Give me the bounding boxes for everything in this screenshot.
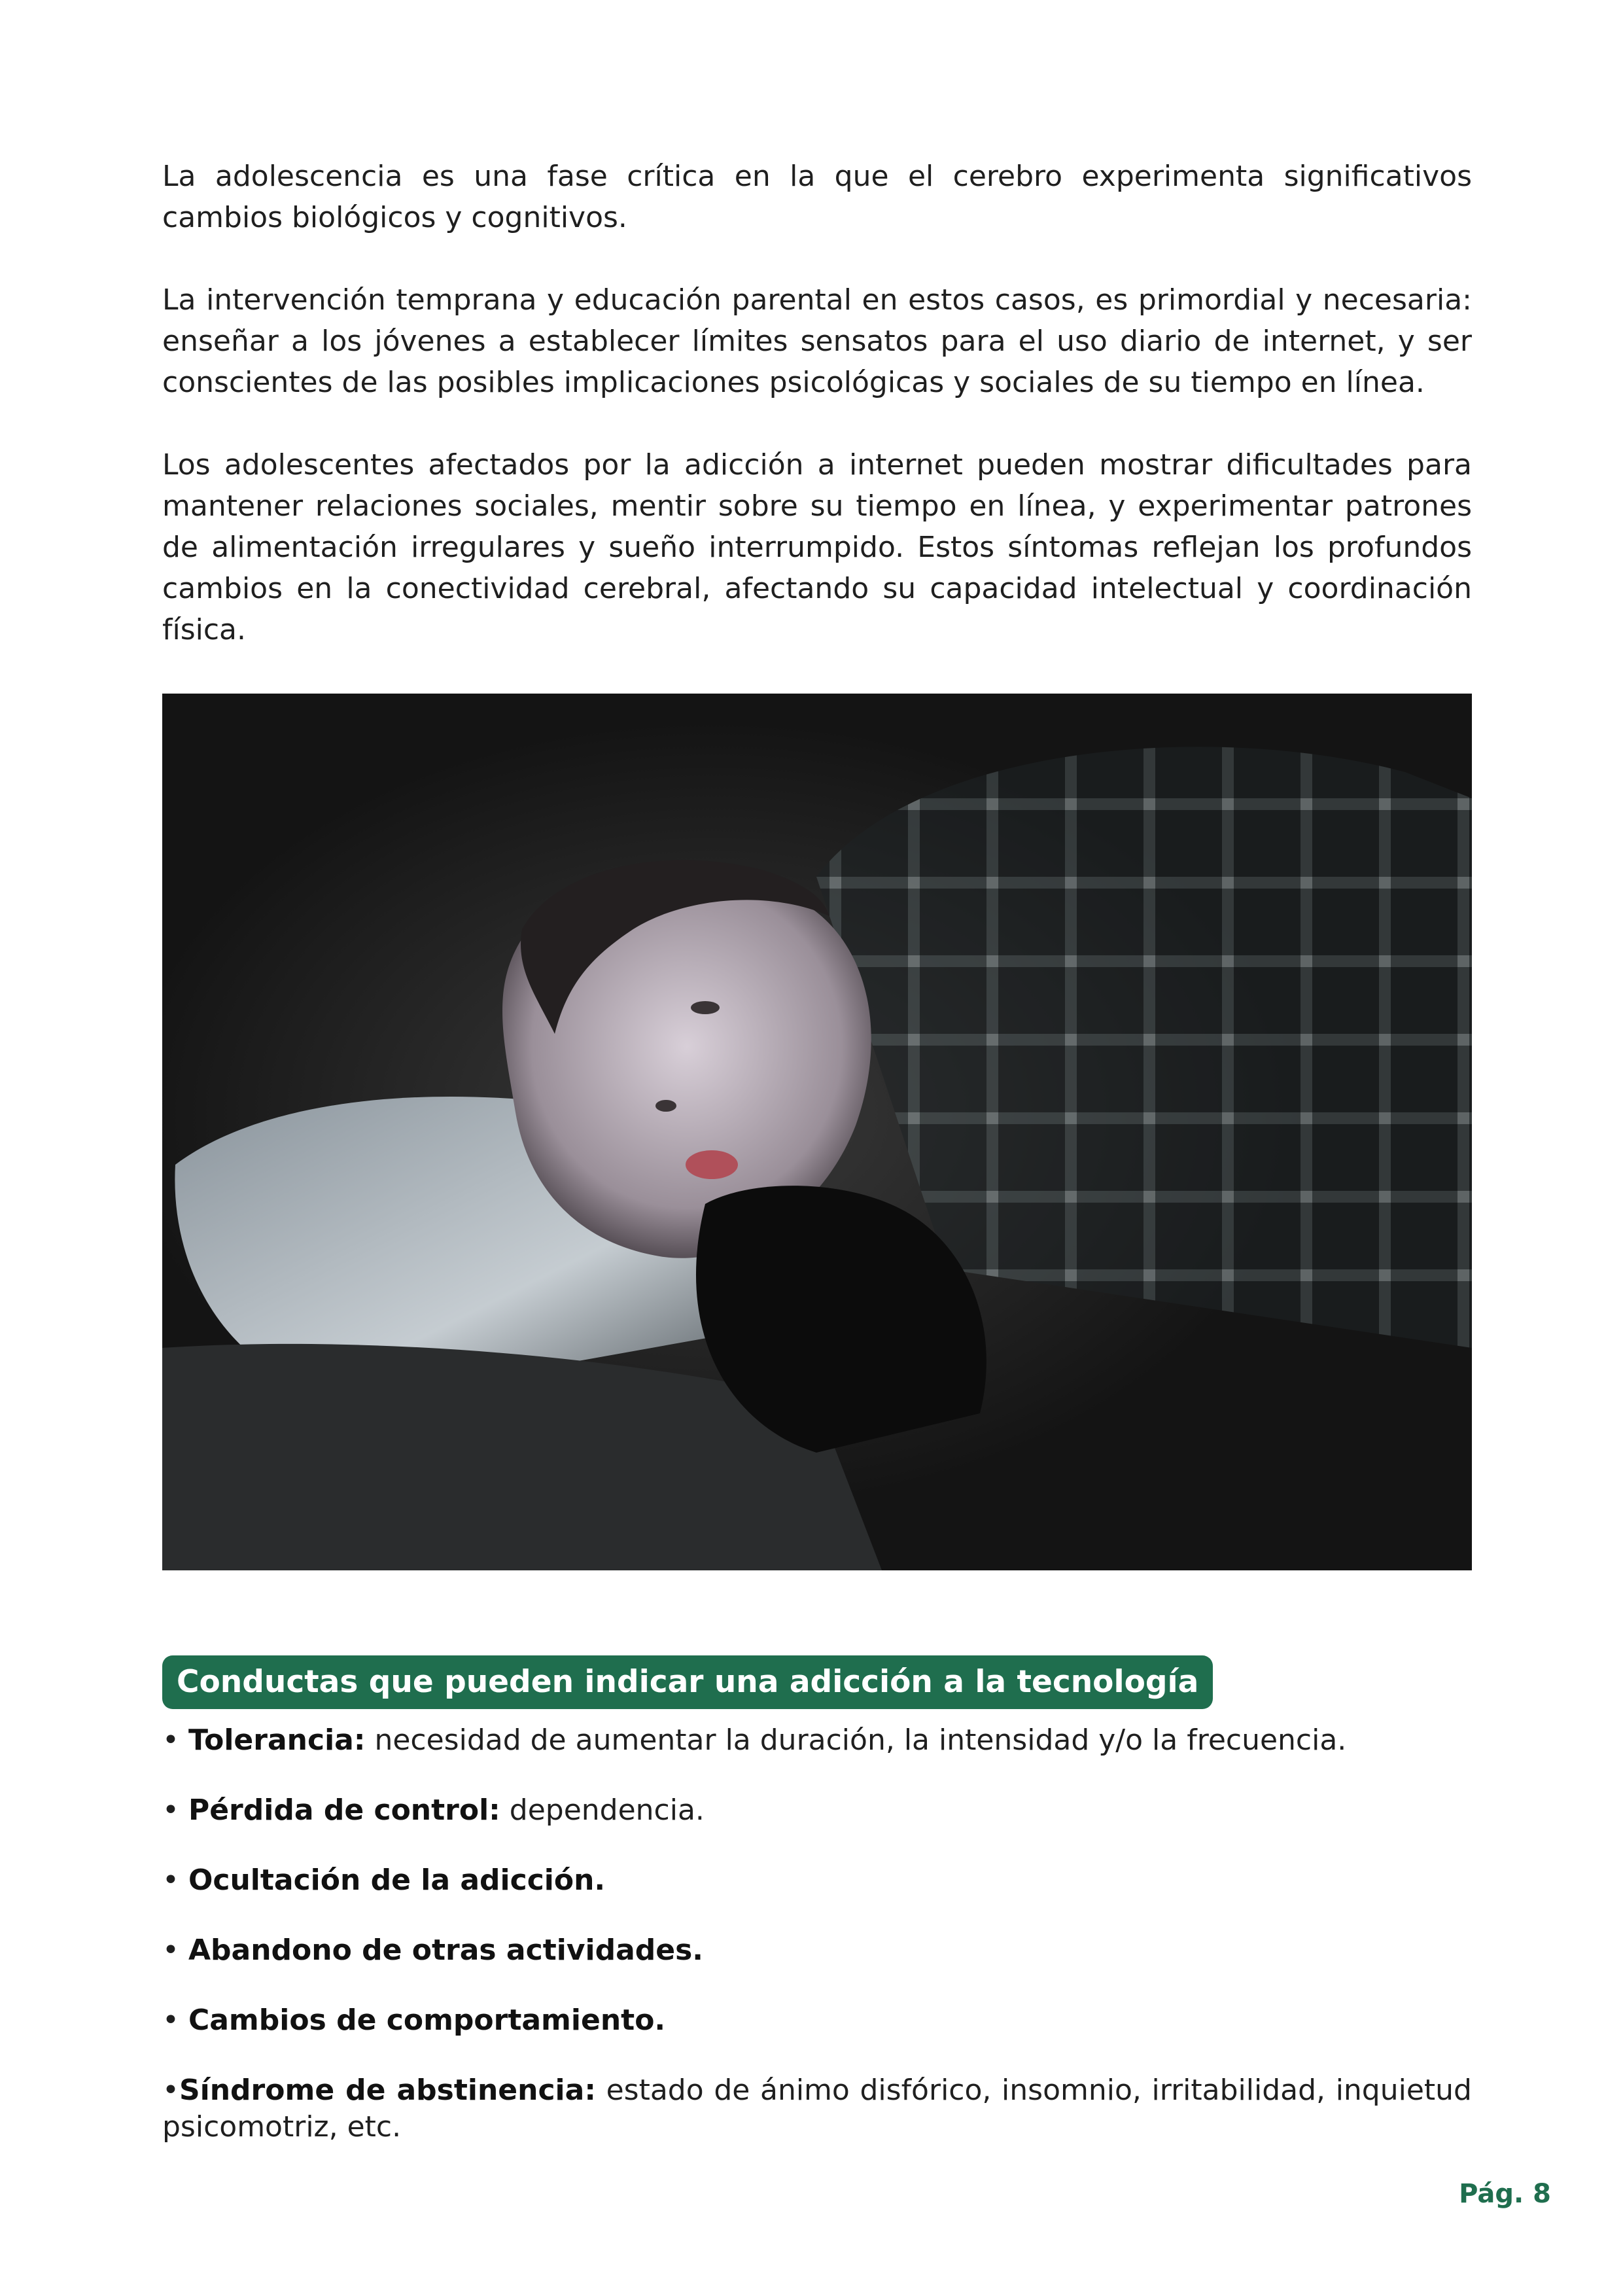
lips	[686, 1150, 738, 1179]
list-item-term: Pérdida de control:	[188, 1793, 500, 1827]
list-item-text: dependencia.	[509, 1793, 705, 1827]
list-item-term: Cambios de comportamiento.	[188, 2004, 666, 2037]
list-item-term: Tolerancia:	[188, 1723, 366, 1757]
photo-illustration	[162, 694, 1472, 1570]
list-item-term: Síndrome de abstinencia:	[179, 2074, 596, 2107]
list-bullet: •	[162, 1863, 179, 1897]
eye-left	[655, 1100, 676, 1112]
list-bullet: •	[162, 1934, 179, 1967]
list-item-text: necesidad de aumentar la duración, la intensidad y/o la frecuencia.	[374, 1723, 1347, 1757]
section-heading: Conductas que pueden indicar una adicción a la tecnología	[162, 1655, 1213, 1709]
teen-using-phone-in-bed-photo	[162, 694, 1472, 1570]
list-item	[162, 1722, 1472, 1759]
paragraph-2: La intervención temprana y educación parental en estos casos, es primordial y necesaria: enseñar a los jóvenes a establecer límites sensatos para el uso diario de internet, y ser conscientes de las posibles implicaciones psicológicas y sociales de su tiempo en línea.	[162, 283, 1472, 399]
page-number: Pág. 8	[1459, 2179, 1551, 2209]
list-item	[162, 2002, 1472, 2039]
paragraph-1: La adolescencia es una fase crítica en la que el cerebro experimenta significativos cambios biológicos y cognitivos.	[162, 160, 1472, 234]
list-bullet: •	[162, 1793, 179, 1827]
list-item-text: estado de ánimo disfórico, insomnio, irritabilidad, inquietud psicomotriz, etc.	[162, 2074, 1472, 2144]
list-item	[162, 1862, 1472, 1899]
list-item-term: Ocultación de la adicción.	[188, 1863, 606, 1897]
behaviors-list	[162, 1722, 1472, 2179]
list-bullet: •	[162, 1723, 179, 1757]
list-bullet: •	[162, 2004, 179, 2037]
intro-text	[162, 156, 1472, 692]
list-item	[162, 1932, 1472, 1969]
list-bullet: •	[162, 2074, 179, 2107]
eye-right	[691, 1001, 720, 1014]
list-item	[162, 1792, 1472, 1829]
paragraph-3: Los adolescentes afectados por la adicción a internet pueden mostrar dificultades para mantener relaciones sociales, mentir sobre su tiempo en línea, y experimentar patrones de alimentación irregulares y sueño interrumpido. Estos síntomas reflejan los profundos cambios en la conectividad cerebral, afectando su capacidad intelectual y coordinación física.	[162, 448, 1472, 646]
list-item	[162, 2072, 1472, 2146]
list-item-term: Abandono de otras actividades.	[188, 1934, 704, 1967]
